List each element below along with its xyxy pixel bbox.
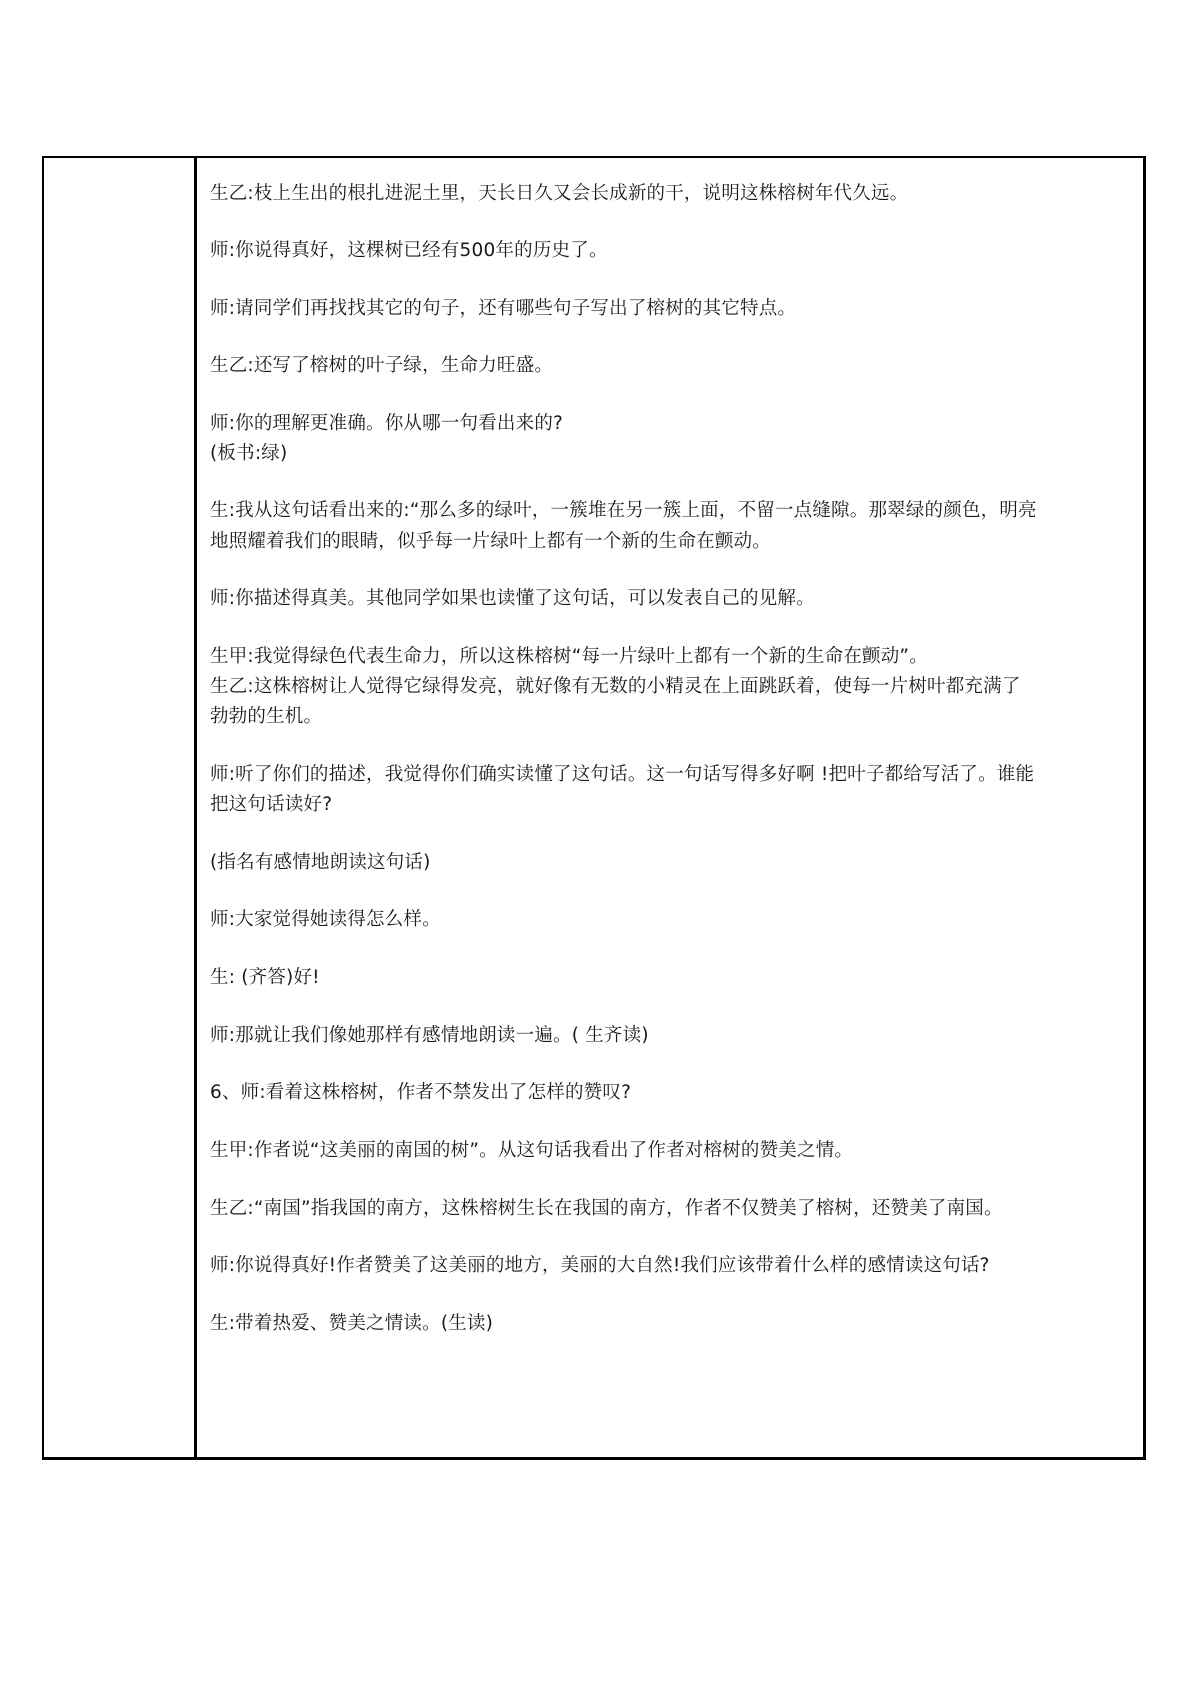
table-content-cell [197, 158, 1143, 1457]
paragraph: 生乙:还写了榕树的叶子绿，生命力旺盛。 [210, 355, 554, 376]
paragraph: 师:那就让我们像她那样有感情地朗读一遍。( 生齐读) [210, 1025, 649, 1046]
lesson-table [42, 156, 1146, 1460]
paragraph: 师:听了你们的描述，我觉得你们确实读懂了这句话。这一句话写得多好啊 !把叶子都给写活了。谁能 [210, 764, 1035, 785]
paragraph: 生乙:这株榕树让人觉得它绿得发亮，就好像有无数的小精灵在上面跳跃着，使每一片树叶都充满了 [210, 676, 1021, 697]
paragraph: (指名有感情地朗读这句话) [210, 852, 431, 873]
paragraph: 师:大家觉得她读得怎么样。 [210, 909, 441, 930]
paragraph: (板书:绿) [210, 443, 288, 464]
paragraph: 师:你的理解更准确。你从哪一句看出来的? [210, 413, 564, 434]
paragraph: 生甲:作者说“这美丽的南国的树”。从这句话我看出了作者对榕树的赞美之情。 [210, 1140, 854, 1161]
paragraph: 生乙:枝上生出的根扎进泥土里，天长日久又会长成新的干，说明这株榕树年代久远。 [210, 183, 909, 204]
paragraph: 生:我从这句话看出来的:“那么多的绿叶，一簇堆在另一簇上面，不留一点缝隙。那翠绿的颜色，明亮 [210, 500, 1037, 521]
paragraph: 地照耀着我们的眼睛，似乎每一片绿叶上都有一个新的生命在颤动。 [210, 531, 772, 552]
paragraph: 生: (齐答)好! [210, 967, 320, 988]
paragraph: 把这句话读好? [210, 794, 333, 815]
paragraph: 6、师:看着这株榕树，作者不禁发出了怎样的赞叹? [210, 1082, 632, 1103]
paragraph: 勃勃的生机。 [210, 706, 323, 727]
paragraph: 生甲:我觉得绿色代表生命力，所以这株榕树“每一片绿叶上都有一个新的生命在颤动”。 [210, 646, 928, 667]
paragraph: 师:请同学们再找找其它的句子，还有哪些句子写出了榕树的其它特点。 [210, 298, 797, 319]
paragraph: 师:你说得真好!作者赞美了这美丽的地方，美丽的大自然!我们应该带着什么样的感情读这句话? [210, 1255, 990, 1276]
table-left-cell [44, 158, 197, 1457]
paragraph: 师:你说得真好，这棵树已经有500年的历史了。 [210, 240, 608, 261]
paragraph: 生:带着热爱、赞美之情读。(生读) [210, 1313, 494, 1334]
paragraph: 师:你描述得真美。其他同学如果也读懂了这句话，可以发表自己的见解。 [210, 588, 815, 609]
paragraph: 生乙:“南国”指我国的南方，这株榕树生长在我国的南方，作者不仅赞美了榕树，还赞美了南国。 [210, 1198, 1003, 1219]
